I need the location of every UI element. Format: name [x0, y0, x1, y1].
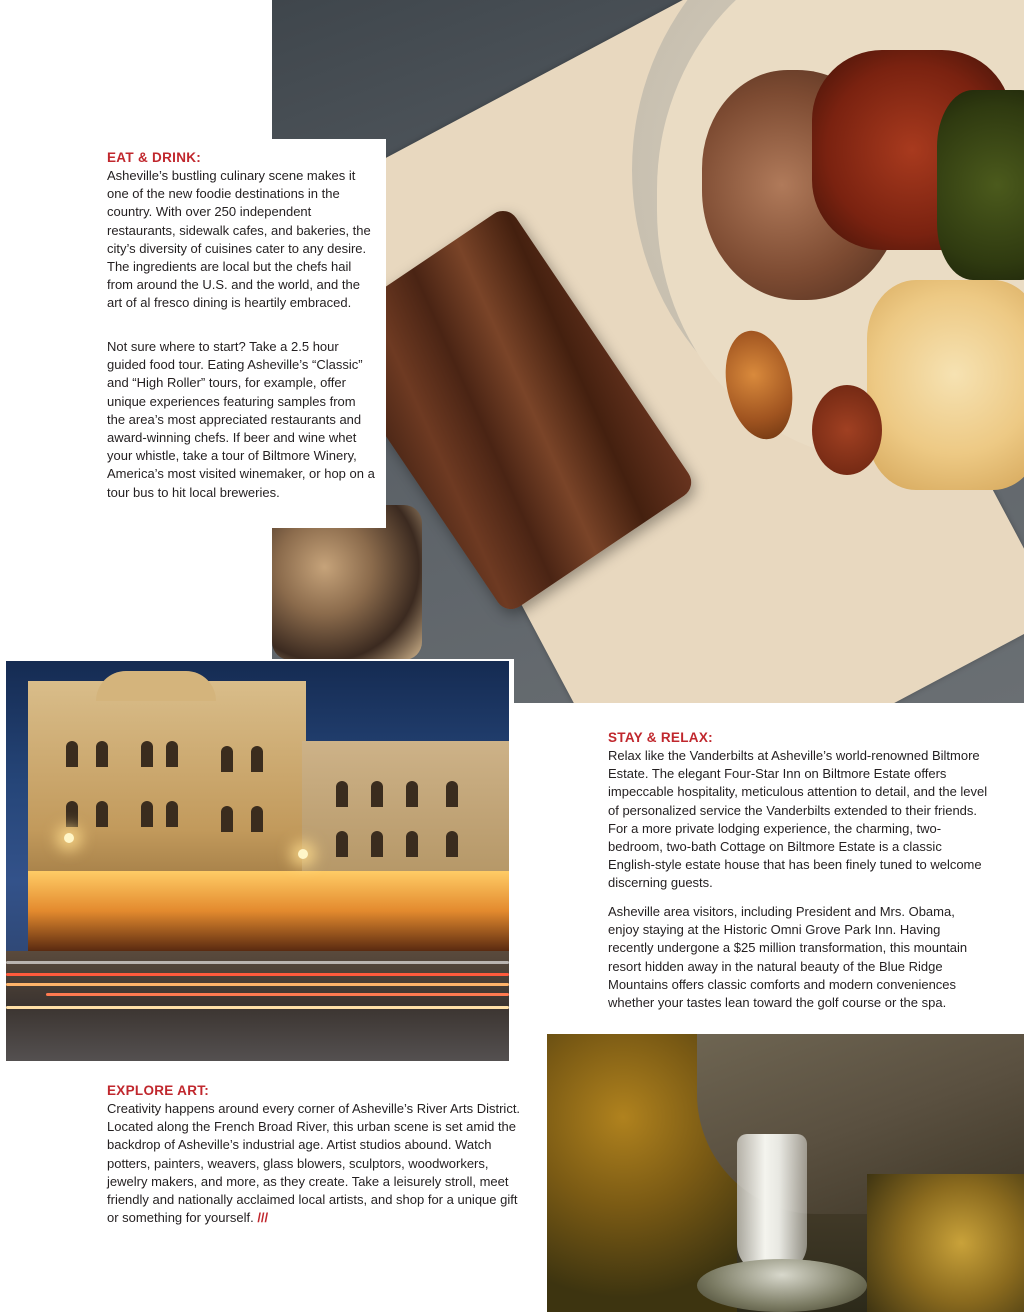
autumn-foliage	[867, 1174, 1024, 1312]
waterfall-photo	[547, 1034, 1024, 1312]
building-parapet	[96, 671, 216, 701]
window	[251, 806, 263, 832]
street-lamp	[298, 849, 308, 859]
street-scene	[6, 661, 509, 1061]
mac-and-cheese	[867, 280, 1024, 490]
downtown-street-photo	[0, 659, 514, 1065]
window	[221, 806, 233, 832]
explore-art-paragraph	[107, 1100, 527, 1227]
eat-drink-paragraph-1: Asheville’s bustling culinary scene makes it one of the new foodie destinations in the country. With over 250 independent restaurants, sidewalk cafes, and bakeries, the city’s diversity of cuisines cater to any desire. The ingredients are local but the chefs hail from around the U.S. and the world, and the art of al fresco dining is heartily embraced.	[107, 168, 371, 311]
window	[371, 831, 383, 857]
window	[141, 741, 153, 767]
stay-relax-paragraph-1: Relax like the Vanderbilts at Asheville’s world-renowned Biltmore Estate. The elegant Four-Star Inn on Biltmore Estate offers impeccable hospitality, meticulous attention to detail, and the level of personalized service the Vanderbilts extended to their friends. For a more private lodging experience, the charming, two-bedroom, two-bath Cottage on Biltmore Estate is a classic English-style estate house that has been finely tuned to welcome discerning guests.	[608, 748, 988, 891]
stay-relax-heading: STAY & RELAX:	[608, 730, 713, 745]
collard-greens	[937, 90, 1024, 280]
waterfall	[737, 1134, 807, 1274]
explore-art-section	[0, 1065, 547, 1312]
window	[406, 781, 418, 807]
window	[66, 801, 78, 827]
window	[406, 831, 418, 857]
light-trail	[6, 1006, 509, 1009]
street-lamp	[64, 833, 74, 843]
explore-art-paragraph-text: Creativity happens around every corner of Asheville’s River Arts District. Located along the French Broad River, this urban scene is set amid the backdrop of Asheville’s industrial age. Artist studios abound. Watch potters, painters, weavers, glass blowers, sculptors, woodworkers, jewelry makers, and more, as they create. Take a leisurely stroll, meet friendly and nationally acclaimed local artists, and shop for a unique gift or something for yourself.	[107, 1101, 521, 1226]
window	[96, 801, 108, 827]
plunge-pool	[697, 1259, 867, 1312]
sausage	[812, 385, 882, 475]
window	[166, 741, 178, 767]
stay-relax-paragraph-2: Asheville area visitors, including President and Mrs. Obama, enjoy staying at the Historic Omni Grove Park Inn. Having recently undergone a $25 million transformation, this mountain resort hidden away in the natural beauty of the Blue Ridge Mountains offers classic comforts and modern conveniences whether your tastes lean toward the golf course or the spa.	[608, 904, 968, 1011]
window	[66, 741, 78, 767]
window	[336, 781, 348, 807]
window	[446, 781, 458, 807]
end-mark: ///	[257, 1210, 269, 1226]
light-trail	[6, 973, 509, 976]
window	[446, 831, 458, 857]
light-trail	[46, 993, 509, 996]
window	[96, 741, 108, 767]
window	[251, 746, 263, 772]
window	[221, 746, 233, 772]
window	[166, 801, 178, 827]
bean-salad	[272, 505, 422, 660]
window	[336, 831, 348, 857]
stay-relax-section	[514, 704, 1024, 1034]
light-trail	[6, 961, 509, 964]
explore-art-heading: EXPLORE ART:	[107, 1083, 210, 1098]
window	[141, 801, 153, 827]
eat-drink-paragraph-2: Not sure where to start? Take a 2.5 hour guided food tour. Eating Asheville’s “Classic” and “High Roller” tours, for example, offer unique experiences featuring samples from the area’s most appreciated restaurants and award-winning chefs. If beer and wine whet your whistle, take a tour of Biltmore Winery, America’s most visited winemaker, or hop on a tour bus to hit local breweries.	[107, 339, 375, 500]
eat-drink-section	[0, 139, 386, 528]
eat-drink-heading: EAT & DRINK:	[107, 150, 202, 165]
window	[371, 781, 383, 807]
lit-storefronts	[28, 871, 509, 951]
light-trail	[6, 983, 509, 986]
